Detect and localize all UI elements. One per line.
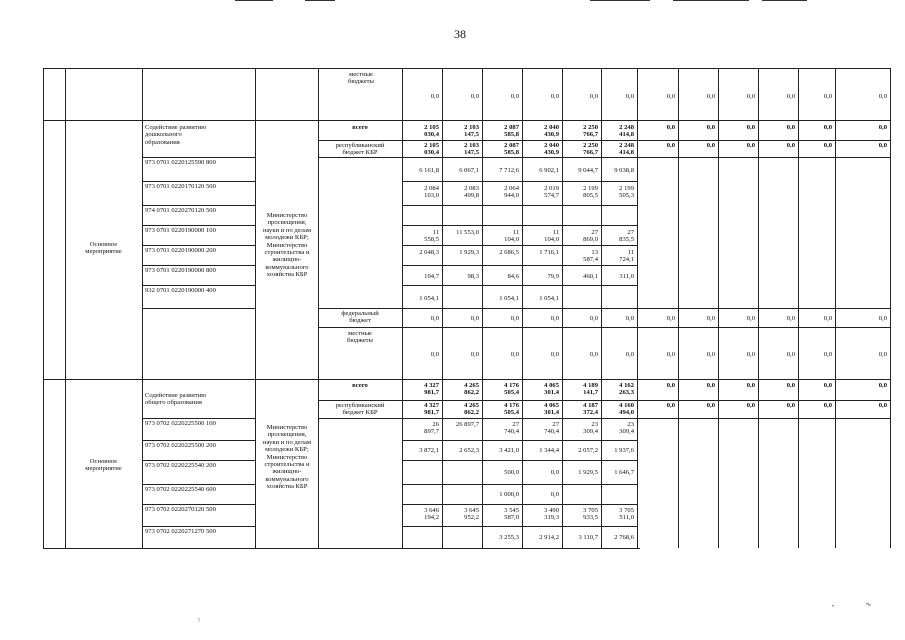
budget-value: 2 083 499,8	[464, 185, 479, 200]
budget-value: 4 065 301,4	[544, 382, 559, 397]
budget-value: 4 265 862,2	[464, 382, 479, 397]
table-rule	[142, 265, 255, 266]
table-rule	[402, 460, 637, 461]
budget-value: 0,0	[470, 315, 479, 322]
budget-value: 3 646 194,2	[424, 507, 439, 522]
budget-value: 311,0	[619, 273, 634, 280]
budget-value: 23 309,4	[619, 421, 634, 436]
budget-value: 79,9	[547, 273, 559, 280]
budget-code: 973 0702 0220225540 600	[145, 486, 216, 493]
budget-value: 3 645 952,2	[464, 507, 479, 522]
page-number: 38	[454, 27, 466, 41]
budget-value: 2 199 805,5	[583, 185, 598, 200]
budget-value: 4 065 301,4	[544, 402, 559, 417]
budget-value: 0,0	[666, 315, 675, 322]
budget-value: 11 553,0	[456, 229, 479, 236]
scan-mark	[762, 0, 807, 1]
budget-value: 27 835,5	[619, 229, 634, 244]
table-rule	[142, 225, 255, 226]
budget-value: 2 087 585,8	[504, 142, 519, 157]
budget-code: 974 0701 0220270120 500	[145, 207, 216, 214]
budget-value: 0,0	[589, 351, 598, 358]
budget-code: 973 0702 0220225540 200	[145, 462, 216, 469]
budget-value: 0,0	[786, 382, 795, 389]
scan-mark	[673, 0, 749, 1]
table-rule	[318, 327, 890, 328]
budget-code: 973 0701 0220190000 200	[145, 247, 216, 254]
budget-code: 932 0701 0220190000 400	[145, 287, 216, 294]
table-rule	[402, 181, 637, 182]
budget-value: 0,0	[666, 142, 675, 149]
table-rule	[402, 440, 637, 441]
budget-value: 7 712,6	[499, 167, 519, 174]
budget-value: 11 724,1	[619, 249, 634, 264]
budget-value: 0,0	[550, 93, 559, 100]
budget-value: 4 187 372,4	[583, 402, 598, 417]
budget-value: 0,0	[746, 402, 755, 409]
table-rule	[142, 205, 255, 206]
budget-value: 2 248 414,8	[619, 124, 634, 139]
table-rule	[402, 526, 637, 527]
budget-value: 0,0	[878, 315, 887, 322]
budget-value: 0,0	[878, 402, 887, 409]
budget-value: 0,0	[823, 93, 832, 100]
budget-value: 2 057,2	[578, 447, 598, 454]
budget-value: 0,0	[746, 315, 755, 322]
budget-value: 2 087 585,8	[504, 124, 519, 139]
budget-value: 0,0	[589, 315, 598, 322]
budget-value: 11 104,0	[544, 229, 559, 244]
table-rule	[142, 418, 255, 419]
budget-value: 104,7	[424, 273, 439, 280]
budget-code: 973 0701 0220190000 100	[145, 227, 216, 234]
budget-value: 1 929,3	[459, 249, 479, 256]
table-rule	[43, 120, 890, 121]
budget-value: 0,0	[666, 402, 675, 409]
budget-value: 0,0	[470, 93, 479, 100]
budget-value: 0,0	[746, 93, 755, 100]
budget-value: 3 110,7	[578, 534, 598, 541]
budget-value: 0,0	[878, 142, 887, 149]
budget-value: 2 686,5	[499, 249, 519, 256]
budget-value: 0,0	[823, 124, 832, 131]
measure-title: Содействие развитию дошкольного образования	[145, 124, 207, 146]
budget-value: 11 104,0	[504, 229, 519, 244]
budget-value: 2 040 430,9	[544, 142, 559, 157]
budget-value: 500,0	[504, 469, 519, 476]
scan-artifact: •	[832, 604, 835, 610]
budget-value: 4 265 862,2	[464, 402, 479, 417]
table-rule	[43, 68, 890, 69]
budget-value: 4 162 263,3	[619, 382, 634, 397]
source-label: всего	[352, 124, 368, 131]
scan-mark	[590, 0, 650, 1]
budget-value: 0,0	[625, 93, 634, 100]
budget-value: 0,0	[706, 315, 715, 322]
budget-value: 6 902,1	[539, 167, 559, 174]
budget-value: 2 048,3	[419, 249, 439, 256]
budget-value: 0,0	[430, 351, 439, 358]
budget-value: 0,0	[878, 351, 887, 358]
budget-value: 6 161,8	[419, 167, 439, 174]
budget-value: 0,0	[550, 315, 559, 322]
table-rule	[402, 285, 637, 286]
budget-value: 4 176 505,4	[504, 382, 519, 397]
budget-value: 3 705 511,0	[619, 507, 634, 522]
budget-value: 2 105 030,4	[424, 142, 439, 157]
budget-value: 460,1	[583, 273, 598, 280]
measure-kind: Основное мероприятие	[85, 458, 122, 473]
budget-value: 27 740,4	[504, 421, 519, 436]
measure-title: Содействие развитию общего образования	[145, 392, 207, 407]
budget-value: 2 084 103,0	[424, 185, 439, 200]
budget-value: 2 248 414,8	[619, 142, 634, 157]
budget-code: 973 0702 0220271270 500	[145, 528, 216, 535]
budget-value: 2 105 030,4	[424, 124, 439, 139]
table-rule	[402, 245, 637, 246]
budget-code: 973 0702 0220270120 500	[145, 506, 216, 513]
budget-value: 3 255,3	[499, 534, 519, 541]
source-label: федеральный бюджет	[341, 310, 379, 325]
budget-value: 1 646,7	[614, 469, 634, 476]
budget-value: 0,0	[706, 402, 715, 409]
table-rule	[43, 548, 640, 549]
budget-value: 1 054,1	[499, 294, 519, 302]
budget-value: 26 897,7	[424, 421, 439, 436]
budget-value: 1 054,1	[539, 294, 559, 302]
budget-value: 0,0	[706, 142, 715, 149]
budget-code: 973 0702 0220225500 100	[145, 420, 216, 427]
budget-value: 9 044,7	[578, 167, 598, 174]
budget-value: 0,0	[430, 315, 439, 322]
budget-value: 2 199 505,3	[619, 185, 634, 200]
budget-value: 0,0	[786, 142, 795, 149]
table-rule	[890, 68, 891, 548]
table-rule	[402, 225, 637, 226]
table-rule	[402, 504, 637, 505]
budget-value: 0,0	[706, 382, 715, 389]
budget-value: 3 545 587,0	[504, 507, 519, 522]
scan-artifact: •ь	[866, 602, 871, 608]
budget-code: 973 0701 0220170120 500	[145, 183, 216, 190]
table-rule	[142, 245, 255, 246]
budget-value: 0,0	[666, 93, 675, 100]
budget-value: 0,0	[823, 351, 832, 358]
budget-value: 1 716,1	[539, 249, 559, 256]
budget-value: 0,0	[786, 402, 795, 409]
budget-value: 0,0	[746, 124, 755, 131]
budget-value: 0,0	[706, 124, 715, 131]
budget-value: 0,0	[823, 142, 832, 149]
budget-value: 0,0	[823, 402, 832, 409]
table-rule	[318, 400, 890, 401]
budget-value: 0,0	[823, 382, 832, 389]
budget-value: 4 176 505,4	[504, 402, 519, 417]
budget-value: 3 872,1	[419, 447, 439, 454]
budget-value: 4 327 981,7	[424, 402, 439, 417]
budget-value: 9 038,8	[614, 167, 634, 174]
table-rule	[142, 440, 255, 441]
scan-mark	[235, 0, 273, 1]
budget-value: 0,0	[786, 351, 795, 358]
budget-value: 0,0	[786, 93, 795, 100]
budget-value: 2 914,2	[539, 534, 559, 541]
budget-value: 0,0	[550, 351, 559, 358]
budget-value: 2 768,6	[614, 534, 634, 541]
budget-value: 1 054,1	[419, 294, 439, 302]
budget-value: 0,0	[625, 351, 634, 358]
budget-value: 2 040 430,9	[544, 124, 559, 139]
budget-value: 3 490 319,3	[544, 507, 559, 522]
budget-value: 0,0	[786, 124, 795, 131]
budget-value: 0,0	[746, 382, 755, 389]
budget-value: 0,0	[470, 351, 479, 358]
measure-kind: Основное мероприятие	[85, 241, 122, 256]
budget-value: 3 705 933,5	[583, 507, 598, 522]
budget-value: 0,0	[746, 142, 755, 149]
budget-value: 0,0	[666, 351, 675, 358]
budget-value: 4 189 141,7	[583, 382, 598, 397]
budget-value: 6 067,1	[459, 167, 479, 174]
scan-artifact: !	[198, 618, 200, 624]
table-rule	[402, 265, 637, 266]
budget-value: 4 160 494,0	[619, 402, 634, 417]
budget-value: 0,0	[510, 93, 519, 100]
budget-value: 98,3	[467, 273, 479, 280]
budget-value: 0,0	[589, 93, 598, 100]
executor-label: Министерство просвещения, науки и по делам молодежи КБР; Министерство строительства и жилищно- коммунального хозяйства КБР	[262, 424, 312, 491]
source-label: местные бюджеты	[347, 71, 374, 86]
table-rule	[402, 484, 637, 485]
scan-mark	[305, 0, 335, 1]
budget-value: 0,0	[823, 315, 832, 322]
source-label: всего	[352, 382, 368, 389]
table-rule	[142, 157, 255, 158]
table-rule	[318, 140, 890, 141]
budget-value: 0,0	[746, 351, 755, 358]
table-rule	[142, 285, 255, 286]
table-rule	[142, 526, 255, 527]
table-rule	[142, 484, 255, 485]
budget-value: 1 344,4	[539, 447, 559, 454]
budget-value: 2 250 766,7	[583, 142, 598, 157]
budget-value: 1 937,6	[614, 447, 634, 454]
budget-value: 1 929,5	[578, 469, 598, 476]
budget-value: 0,0	[550, 491, 559, 498]
budget-value: 0,0	[878, 382, 887, 389]
table-rule	[43, 379, 890, 380]
table-rule	[142, 308, 255, 309]
budget-value: 27 869,0	[583, 229, 598, 244]
table-rule	[318, 308, 890, 309]
budget-value: 23 309,4	[583, 421, 598, 436]
table-rule	[43, 68, 44, 548]
table-rule	[318, 418, 890, 419]
source-label: республиканский бюджет КБР	[335, 142, 385, 157]
table-rule	[142, 181, 255, 182]
budget-code: 973 0701 0220125590 800	[145, 159, 216, 166]
budget-value: 26 897,7	[455, 421, 479, 428]
budget-value: 0,0	[666, 124, 675, 131]
budget-value: 0,0	[430, 93, 439, 100]
executor-label: Министерство просвещения, науки и по делам молодежи КБР; Министерство строительства и жилищно- коммунального хозяйства КБР	[262, 212, 312, 279]
budget-value: 2 103 147,5	[464, 124, 479, 139]
budget-code: 973 0702 0220225500 200	[145, 442, 216, 449]
budget-value: 0,0	[510, 351, 519, 358]
budget-value: 0,0	[625, 315, 634, 322]
table-rule	[402, 205, 637, 206]
source-label: республиканский бюджет КБР	[335, 402, 385, 417]
table-rule	[142, 460, 255, 461]
budget-value: 0,0	[786, 315, 795, 322]
budget-value: 0,0	[510, 315, 519, 322]
source-label: местные бюджеты	[346, 330, 373, 345]
budget-value: 4 327 981,7	[424, 382, 439, 397]
budget-value: 27 740,4	[544, 421, 559, 436]
budget-value: 0,0	[550, 469, 559, 476]
budget-value: 13 587,4	[583, 249, 598, 264]
budget-value: 1 000,0	[499, 491, 519, 498]
budget-value: 0,0	[878, 124, 887, 131]
budget-value: 0,0	[878, 93, 887, 100]
budget-value: 2 019 574,7	[544, 185, 559, 200]
table-rule	[142, 504, 255, 505]
budget-value: 0,0	[666, 382, 675, 389]
budget-value: 0,0	[706, 351, 715, 358]
budget-value: 11 558,5	[424, 229, 439, 244]
budget-value: 84,6	[507, 273, 519, 280]
budget-value: 2 652,3	[459, 447, 479, 454]
budget-value: 2 064 944,0	[504, 185, 519, 200]
budget-value: 2 250 766,7	[583, 124, 598, 139]
table-rule	[318, 157, 890, 158]
table-rule	[65, 68, 66, 548]
budget-value: 0,0	[706, 93, 715, 100]
budget-code: 973 0701 0220190000 800	[145, 267, 216, 274]
budget-value: 3 421,0	[499, 447, 519, 454]
budget-value: 2 103 147,5	[464, 142, 479, 157]
